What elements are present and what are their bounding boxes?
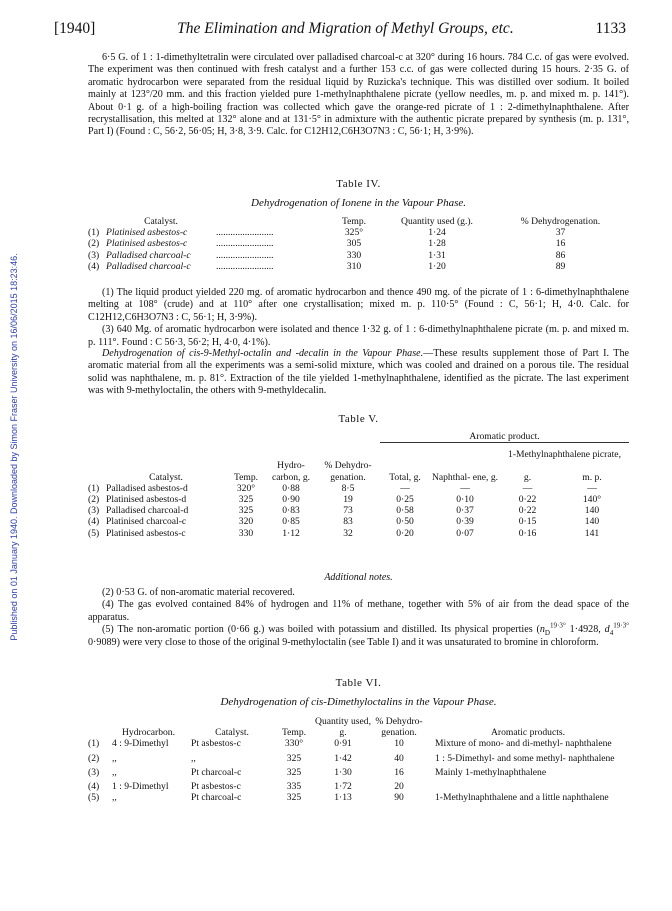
row-number: (4) [88,516,100,528]
total-cell: 0·20 [396,527,414,539]
table-iv-notes [88,287,629,349]
col-header-dehydrogenation: % Dehydro- genation. [324,460,372,483]
table-iv-caption: Table IV. [336,178,381,190]
catalyst-cell: Pt asbestos-c [191,781,241,793]
section-heading: Dehydrogenation of cis-9-Methyl-octalin and -decalin in the Vapour Phase. [102,348,424,359]
temp-cell: 305 [346,238,362,250]
aromatic-products-cell: 1 : 5-Dimethyl- and some methyl- naphthalene [435,752,615,764]
download-notice: Published on 01 January 1940. Downloaded by Simon Fraser University on 16/06/2015 18:23:46. [9,253,19,641]
header-title: The Elimination and Migration of Methyl Groups, etc. [177,20,514,37]
table-row [88,767,629,781]
picrate-mp-cell: 141 [584,527,600,539]
table-row [88,261,629,272]
naphthalene-cell: 0·07 [456,527,474,539]
dehydrogenation-cell: 32 [343,527,353,539]
temp-cell: 330 [238,527,254,539]
quantity-cell: 1·72 [334,781,352,793]
table-row [88,227,629,238]
leader-dots: ........................ [216,227,274,239]
naphthalene-cell: — [460,482,470,494]
note-1: (1) The liquid product yielded 220 mg. of aromatic hydrocarbon and thence 490 mg. of the picrate of 1 : 6-dimethylnaphthalene melting at 108° (crude) and at 110° after one crystallisation; mixed m. p. 110·5° (Found : C, 56·1; H, 4·0. Calc. for C12H12,C6H3O7N3 : C, 56·1; H, 3·9%). [88,287,629,323]
hydrocarbon-cell: ,, [112,792,117,804]
dehydrogenation-cell: 90 [394,792,404,804]
running-header [54,20,626,38]
table-row [88,250,629,261]
temp-cell: 330° [284,738,304,750]
table-v-notes [88,587,629,649]
picrate-g-cell: 0·15 [518,516,537,528]
group-header-methylnaphthalene: 1-Methylnaphthalene picrate, [508,449,621,461]
aromatic-products-cell [427,781,629,792]
note-2: (2) 0·53 G. of non-aromatic material recovered. [102,587,295,598]
picrate-g-cell: 0·16 [518,527,537,539]
row-number: (3) [88,766,100,778]
picrate-mp-cell: 140° [582,494,602,506]
row-number: (5) [88,792,100,804]
row-number: (2) [88,752,100,764]
col-header-catalyst: Catalyst. [144,216,178,227]
table-header-row [88,716,629,738]
temp-cell: 325 [286,792,302,804]
naphthalene-cell: 0·39 [456,516,474,528]
aromatic-products-cell: Mixture of mono- and di-methyl- naphthalene [435,738,612,750]
quantity-cell: 1·42 [334,752,352,764]
col-header-quantity: Quantity used (g.). [401,216,473,227]
temp-cell: 320° [236,482,256,494]
row-number: (2) [88,494,100,506]
dehydrogenation-cell: 83 [343,516,353,528]
paragraph-methyl-octalin [88,348,629,398]
row-number: (5) [88,527,100,539]
col-header-quantity: Quantity used, g. [315,716,371,739]
row-number: (1) [88,482,100,494]
dehydrogenation-cell: 19 [343,494,353,506]
catalyst-cell: Pt asbestos-c [191,738,241,750]
row-number: (1) [88,227,100,239]
table-header-row [88,460,629,482]
row-number: (3) [88,249,100,261]
dehydrogenation-cell: 40 [394,752,404,764]
total-cell: 0·58 [396,505,414,517]
hydrocarbon-cell: 1·12 [282,527,300,539]
hydrocarbon-cell: ,, [112,766,117,778]
sub-group-header-row [88,443,629,461]
row-number: (2) [88,238,100,250]
note-5: (5) The non-aromatic portion (0·66 g.) was boiled with potassium and distilled. Its physical properties ($n_D^{19\cdot 3^\circ}$ 1·4928, $d_4^{19\cdot 3^\circ}$ 0·9089) were very close to those of the original 9-methyloctalin (see Table I) and it was unsaturated to bromine in chloroform. [88,621,629,648]
leader-dots: ........................ [216,260,274,272]
header-page-number: 1133 [595,20,626,37]
col-header-temp: Temp. [281,727,307,739]
hydrocarbon-cell: 0·90 [282,494,300,506]
aromatic-products-cell: 1-Methylnaphthalene and a little naphthalene [435,792,609,804]
paragraph-text: 6·5 G. of 1 : 1-dimethyltetralin were circulated over palladised charcoal-c at 320° during 16 hours. 784 C.c. of gas were evolved. The experiment was then continued with fresh catalyst and a further 153 c.c. of gas were collected during 15 hours. 2·35 G. of aromatic hydrocarbon were separated from the residual liquid by Ruzicka's technique. This was distilled over sodium. It boiled mainly at 123°/20 mm. and this fraction yielded pure 1-methylnaphthalene picrate (yellow needles, m. p. and mixed m. p. 141°). About 0·1 g. of a high-boiling fraction was collected which gave the orange-red picrate of 1 : 2-dimethylnaphthalene. After recrystallisation, this melted at 132° alone and at 131·5° in admixture with the authentic picrate prepared by synthesis (m. p. 131°, Part I) (Found : C, 56·2, 56·05; H, 3·8, 3·9. Calc. for C12H12,C6H3O7N3 : C, 56·1; H, 3·9%). [88,52,629,138]
col-header-temp: Temp. [233,471,259,483]
col-header-catalyst: Catalyst. [215,727,249,739]
additional-notes-title: Additional notes. [324,572,393,583]
catalyst-cell: Pt charcoal-c [191,792,242,804]
table-vi-caption: Table VI. [335,677,382,689]
table-row [88,238,629,249]
row-number: (3) [88,505,100,517]
temp-cell: 330 [346,249,362,261]
hydrocarbon-cell: 0·88 [282,482,300,494]
temp-cell: 325 [238,494,254,506]
hydrocarbon-cell: 0·83 [282,505,300,517]
col-header-dehydrogenation: % Dehydrogenation. [520,216,601,227]
table-row [88,528,629,539]
col-header-naphthalene: Naphthal- ene, g. [431,471,499,483]
col-header-temp: Temp. [341,216,367,227]
temp-cell: 310 [346,260,362,272]
picrate-mp-cell: — [587,482,597,494]
aromatic-products-cell: Mainly 1-methylnaphthalene [435,766,547,778]
catalyst-cell: Palladised charcoal-d [106,505,189,517]
header-year: [1940] [54,20,96,37]
col-header-picrate-g: g. [523,471,532,483]
quantity-cell: 1·13 [334,792,352,804]
dehydrogenation-cell: 16 [555,238,566,250]
catalyst-cell: Platinised asbestos-d [106,494,187,506]
total-cell: — [400,482,410,494]
catalyst-cell: Palladised charcoal-c [106,260,191,272]
picrate-g-cell: — [522,482,533,494]
catalyst-cell: Platinised asbestos-c [106,227,188,239]
table-row [88,516,629,527]
paragraph-text: —These results supplement those of Part I. The aromatic material from all the experiments was a semi-solid mixture, which was cooled and drained on a porous tile. The residual solid was naphthalene, m. p. 81°. Extraction of the tile yielded 1-methylnaphthalene, identified as the picrate. The last experiment was with 9-methyloctalin, the others with 9-methyldecalin. [88,348,629,397]
temp-cell: 320 [238,516,254,528]
table-row [88,483,629,494]
table-row [88,738,629,752]
total-cell: 0·25 [396,494,414,506]
naphthalene-cell: 0·10 [456,494,474,506]
table-row [88,781,629,792]
col-header-hydrocarbon: Hydro- carbon, g. [271,460,311,483]
table-row [88,505,629,516]
hydrocarbon-cell: 4 : 9-Dimethyl [112,738,169,750]
row-number: (4) [88,781,100,793]
col-header-aromatic-products: Aromatic products. [490,727,566,739]
dehydrogenation-cell: 73 [343,505,353,517]
table-vi [88,716,629,806]
temp-cell: 335 [286,781,302,793]
picrate-mp-cell: 140 [584,505,600,517]
leader-dots: ........................ [216,249,274,261]
table-row [88,494,629,505]
picrate-mp-cell: 140 [584,516,600,528]
row-number: (1) [88,738,100,750]
table-iv-subtitle: Dehydrogenation of Ionene in the Vapour Phase. [251,197,466,209]
dehydrogenation-cell: 37 [555,227,566,239]
col-header-hydrocarbon: Hydrocarbon. [121,727,175,739]
col-header-catalyst: Catalyst. [149,471,183,483]
temp-cell: 325 [238,505,254,517]
temp-cell: 325 [286,752,302,764]
temp-cell: 325 [286,766,302,778]
note-3: (3) 640 Mg. of aromatic hydrocarbon were isolated and thence 1·32 g. of 1 : 6-dimethylnaphthalene picrate (m. p. and mixed m. p. 111°. Found : C 56·3, 56·2; H, 4·0, 4·1%). [88,324,629,348]
quantity-cell: 1·31 [428,249,446,261]
table-v-caption: Table V. [338,413,379,425]
dehydrogenation-cell: 86 [555,249,566,261]
dehydrogenation-cell: 10 [394,738,404,750]
quantity-cell: 1·20 [428,260,446,272]
hydrocarbon-cell: ,, [112,752,117,764]
group-header-row [88,431,629,443]
picrate-g-cell: 0·22 [518,505,537,517]
picrate-g-cell: 0·22 [518,494,537,506]
total-cell: 0·50 [396,516,414,528]
col-header-picrate-mp: m. p. [582,471,602,483]
leader-dots: ........................ [216,238,274,250]
paragraph-dimethyltetralin [88,52,629,139]
catalyst-cell: Platinised asbestos-c [106,238,188,250]
table-row [88,753,629,767]
quantity-cell: 1·24 [428,227,446,239]
dehydrogenation-cell: 20 [394,781,404,793]
dehydrogenation-cell: 89 [555,260,566,272]
dehydrogenation-cell: 8·5 [341,482,355,494]
hydrocarbon-cell: 1 : 9-Dimethyl [112,781,169,793]
table-v [88,431,629,539]
quantity-cell: 1·30 [334,766,352,778]
catalyst-cell: ,, [191,752,196,764]
table-iv [88,216,629,272]
note-4: (4) The gas evolved contained 84% of hydrogen and 11% of methane, together with 5% of air from the dead space of the apparatus. [88,599,629,623]
quantity-cell: 1·28 [428,238,446,250]
catalyst-cell: Platinised charcoal-c [106,516,187,528]
naphthalene-cell: 0·37 [456,505,474,517]
catalyst-cell: Palladised charcoal-c [106,249,191,261]
catalyst-cell: Platinised asbestos-c [106,527,186,539]
catalyst-cell: Palladised asbestos-d [106,482,188,494]
catalyst-cell: Pt charcoal-c [191,766,242,778]
table-vi-subtitle: Dehydrogenation of cis-Dimethyloctalins in the Vapour Phase. [220,696,497,708]
group-header-aromatic: Aromatic product. [380,431,629,443]
dehydrogenation-cell: 16 [394,766,404,778]
col-header-total: Total, g. [389,471,421,483]
col-header-dehydrogenation: % Dehydro- genation. [375,716,423,739]
temp-cell: 325° [344,227,364,239]
row-number: (4) [88,260,100,272]
hydrocarbon-cell: 0·85 [282,516,300,528]
quantity-cell: 0·91 [334,738,352,750]
table-row [88,792,629,806]
table-header-row [88,216,629,227]
